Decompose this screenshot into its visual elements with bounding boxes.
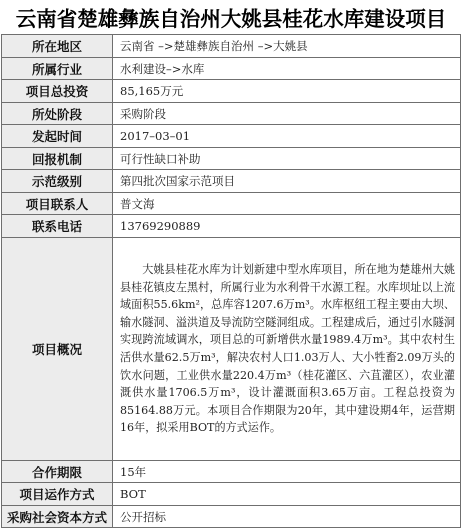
table-row bbox=[2, 148, 461, 170]
project-info-table bbox=[1, 34, 461, 528]
field-value: 85,165万元 bbox=[113, 80, 461, 103]
field-label: 所在地区 bbox=[2, 35, 113, 58]
table-row bbox=[2, 193, 461, 215]
field-value: 13769290889 bbox=[113, 215, 461, 238]
page-title: 云南省楚雄彝族自治州大姚县桂花水库建设项目 bbox=[15, 6, 447, 31]
table-row bbox=[2, 125, 461, 148]
table-row bbox=[2, 506, 461, 528]
field-label: 项目总投资 bbox=[2, 80, 113, 103]
table-row bbox=[2, 483, 461, 506]
table-row bbox=[2, 215, 461, 238]
field-value: 可行性缺口补助 bbox=[113, 148, 461, 170]
field-value: 普文海 bbox=[113, 193, 461, 215]
field-value: 15年 bbox=[113, 461, 461, 483]
field-label: 发起时间 bbox=[2, 125, 113, 148]
field-value: BOT bbox=[113, 483, 461, 506]
project-overview-cell bbox=[113, 238, 461, 461]
field-label: 项目运作方式 bbox=[2, 483, 113, 506]
field-label: 项目联系人 bbox=[2, 193, 113, 215]
field-value: 2017–03–01 bbox=[113, 125, 461, 148]
table-row bbox=[2, 58, 461, 80]
table-row bbox=[2, 461, 461, 483]
table-row bbox=[2, 35, 461, 58]
table-row bbox=[2, 238, 461, 461]
table-row bbox=[2, 80, 461, 103]
field-value: 采购阶段 bbox=[113, 103, 461, 125]
field-value: 云南省 –>楚雄彝族自治州 –>大姚县 bbox=[113, 35, 461, 58]
field-label: 联系电话 bbox=[2, 215, 113, 238]
field-label: 项目概况 bbox=[2, 238, 113, 461]
field-label: 采购社会资本方式 bbox=[2, 506, 113, 528]
field-value: 水利建设–>水库 bbox=[113, 58, 461, 80]
project-overview-text: 大姚县桂花水库为计划新建中型水库项目，所在地为楚雄州大姚县桂花镇皮左黑村，所属行业为水利骨干水源工程。水库坝址以上流域面积55.6km²，总库容1207.6万m³。水库枢纽工程主要由大坝、输水隧洞、溢洪道及导流防空隧洞组成。工程建成后，通过引水隧洞实现跨流域调水，项目总的可新增供水量1989.4万m³。其中农村生活供水量62.5万m³，解决农村人口1.03万人、大小牲畜2.09万头的饮水问题，工业供水量220.4万m³（桂花灌区、六苴灌区），农业灌溉供水量1706.5万m³，设计灌溉面积3.65万亩。工程总投资为85164.88万元。本项目合作期限为20年，其中建设期4年，运营期16年，拟采用BOT的方式运作。 bbox=[120, 263, 455, 435]
field-value: 公开招标 bbox=[113, 506, 461, 528]
field-label: 示范级别 bbox=[2, 170, 113, 193]
field-label: 所属行业 bbox=[2, 58, 113, 80]
table-row bbox=[2, 170, 461, 193]
field-label: 合作期限 bbox=[2, 461, 113, 483]
field-label: 回报机制 bbox=[2, 148, 113, 170]
field-label: 所处阶段 bbox=[2, 103, 113, 125]
field-value: 第四批次国家示范项目 bbox=[113, 170, 461, 193]
table-row bbox=[2, 103, 461, 125]
